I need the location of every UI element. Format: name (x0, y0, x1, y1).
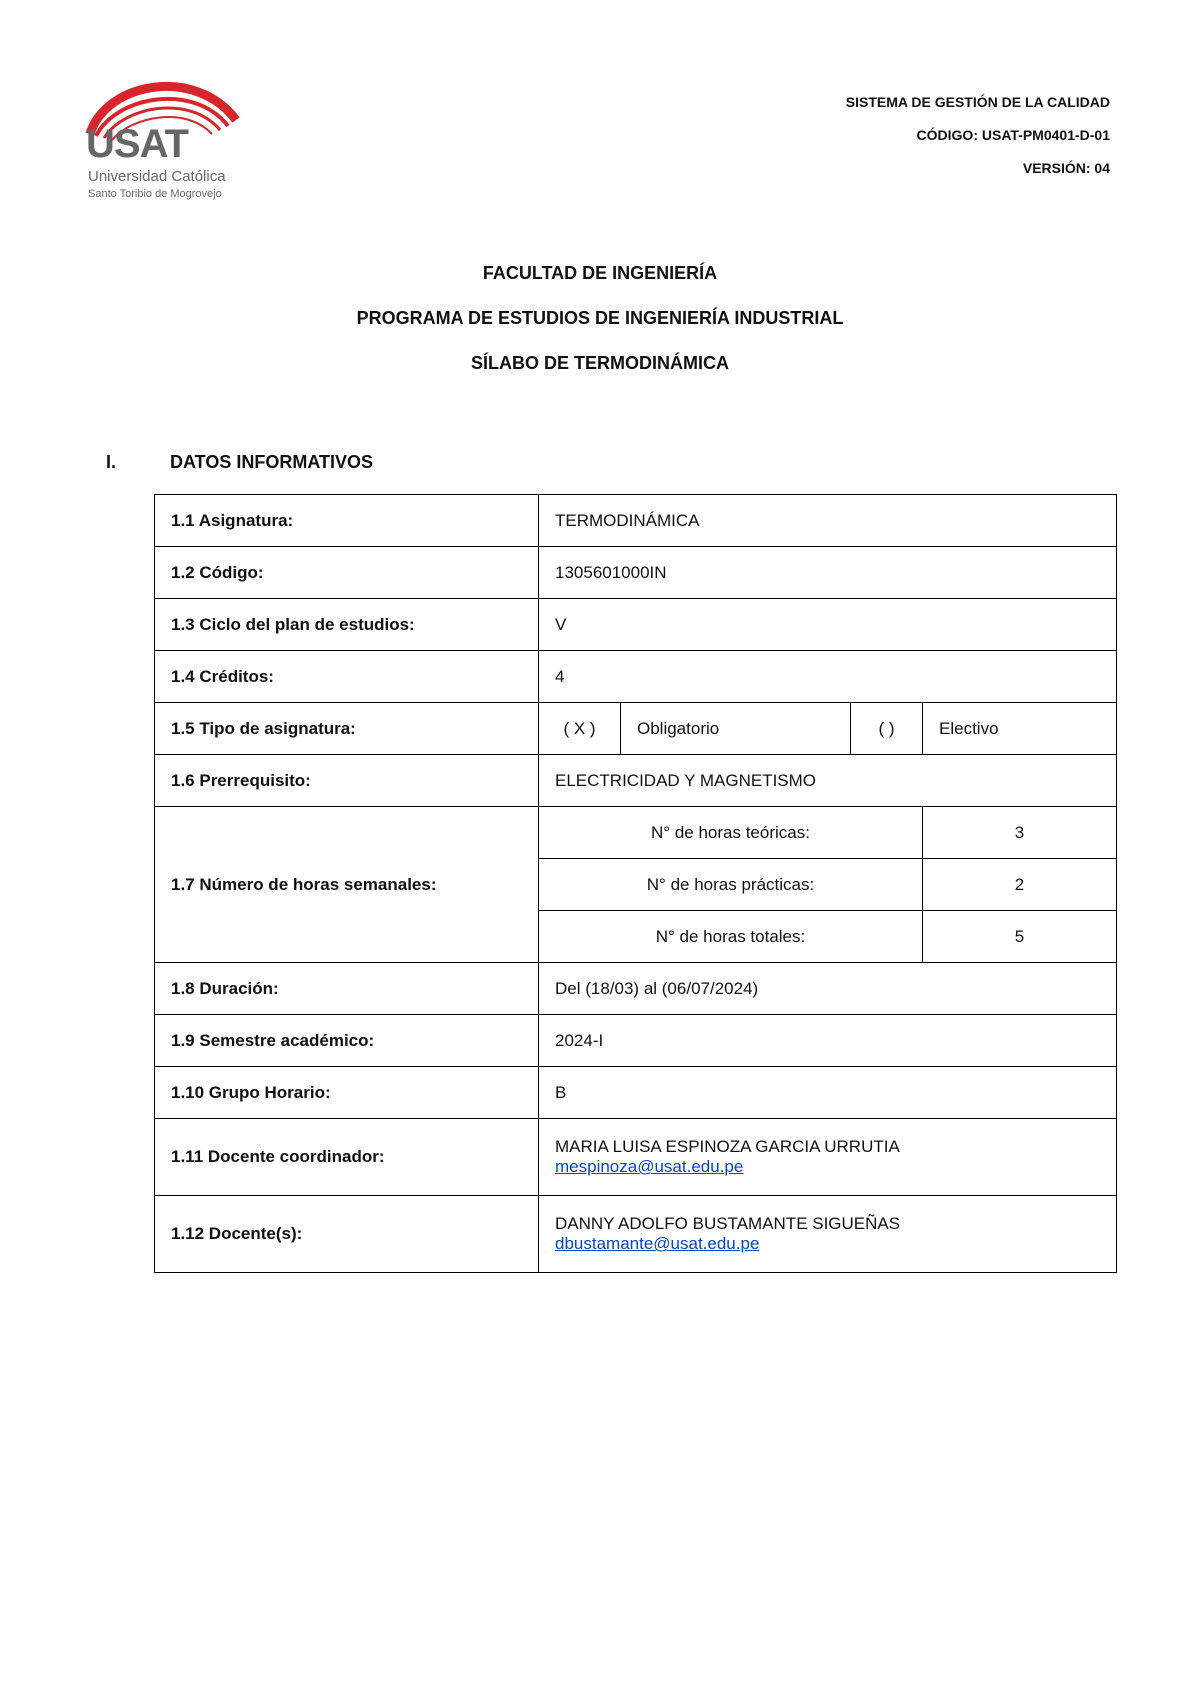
course-info-table (154, 494, 1117, 1273)
horas-totales-value: 5 (923, 911, 1117, 963)
codigo-label: 1.2 Código: (155, 547, 539, 599)
semestre-value: 2024-I (539, 1015, 1117, 1067)
logo-university-name: Universidad Católica (88, 168, 226, 185)
table-row (155, 495, 1117, 547)
horas-teoricas-value: 3 (923, 807, 1117, 859)
table-row (155, 651, 1117, 703)
ciclo-value: V (539, 599, 1117, 651)
horas-label: 1.7 Número de horas semanales: (155, 807, 539, 963)
creditos-label: 1.4 Créditos: (155, 651, 539, 703)
horas-totales-label: N° de horas totales: (539, 911, 923, 963)
coordinador-cell (539, 1119, 1117, 1196)
document-version: VERSIÓN: 04 (1022, 160, 1110, 176)
table-row (155, 599, 1117, 651)
coordinador-email-link[interactable]: mespinoza@usat.edu.pe (555, 1157, 744, 1176)
ciclo-label: 1.3 Ciclo del plan de estudios: (155, 599, 539, 651)
section-heading (106, 452, 373, 473)
coordinador-name: MARIA LUISA ESPINOZA GARCIA URRUTIA (555, 1137, 900, 1156)
electivo-checkbox: ( ) (851, 703, 923, 755)
asignatura-label: 1.1 Asignatura: (155, 495, 539, 547)
program-title: PROGRAMA DE ESTUDIOS DE INGENIERÍA INDUSTRIAL (356, 308, 844, 328)
asignatura-value: TERMODINÁMICA (539, 495, 1117, 547)
duracion-label: 1.8 Duración: (155, 963, 539, 1015)
usat-logo (86, 72, 246, 202)
table-row (155, 1015, 1117, 1067)
docente-name: DANNY ADOLFO BUSTAMANTE SIGUEÑAS (555, 1214, 901, 1233)
grupo-value: B (539, 1067, 1117, 1119)
quality-system-title: SISTEMA DE GESTIÓN DE LA CALIDAD (845, 94, 1110, 110)
quality-system-block (846, 86, 1110, 185)
logo-wordmark: USAT (86, 122, 188, 166)
syllabus-title: SÍLABO DE TERMODINÁMICA (471, 353, 729, 373)
docente-label: 1.12 Docente(s): (155, 1196, 539, 1273)
prerreq-label: 1.6 Prerrequisito: (155, 755, 539, 807)
coordinador-label: 1.11 Docente coordinador: (155, 1119, 539, 1196)
table-row (155, 547, 1117, 599)
obligatorio-checkbox: ( X ) (539, 703, 621, 755)
duracion-value: Del (18/03) al (06/07/2024) (539, 963, 1117, 1015)
docente-email-link[interactable]: dbustamante@usat.edu.pe (555, 1234, 760, 1253)
logo-university-subtitle: Santo Toribio de Mogrovejo (88, 188, 222, 200)
section-title: DATOS INFORMATIVOS (170, 452, 374, 472)
table-row (155, 1196, 1117, 1273)
section-number: I. (106, 452, 117, 472)
tipo-label: 1.5 Tipo de asignatura: (155, 703, 539, 755)
table-row (155, 703, 1117, 755)
faculty-title: FACULTAD DE INGENIERÍA (482, 263, 718, 283)
horas-teoricas-label: N° de horas teóricas: (539, 807, 923, 859)
table-row (155, 1067, 1117, 1119)
creditos-value: 4 (539, 651, 1117, 703)
codigo-value: 1305601000IN (539, 547, 1117, 599)
horas-practicas-value: 2 (923, 859, 1117, 911)
obligatorio-option: Obligatorio (621, 703, 851, 755)
table-row (155, 807, 1117, 859)
table-row (155, 755, 1117, 807)
document-code: CÓDIGO: USAT-PM0401-D-01 (916, 127, 1110, 143)
table-row (155, 963, 1117, 1015)
prerreq-value: ELECTRICIDAD Y MAGNETISMO (539, 755, 1117, 807)
electivo-option: Electivo (923, 703, 1117, 755)
grupo-label: 1.10 Grupo Horario: (155, 1067, 539, 1119)
horas-practicas-label: N° de horas prácticas: (539, 859, 923, 911)
semestre-label: 1.9 Semestre académico: (155, 1015, 539, 1067)
table-row (155, 1119, 1117, 1196)
docente-cell (539, 1196, 1117, 1273)
